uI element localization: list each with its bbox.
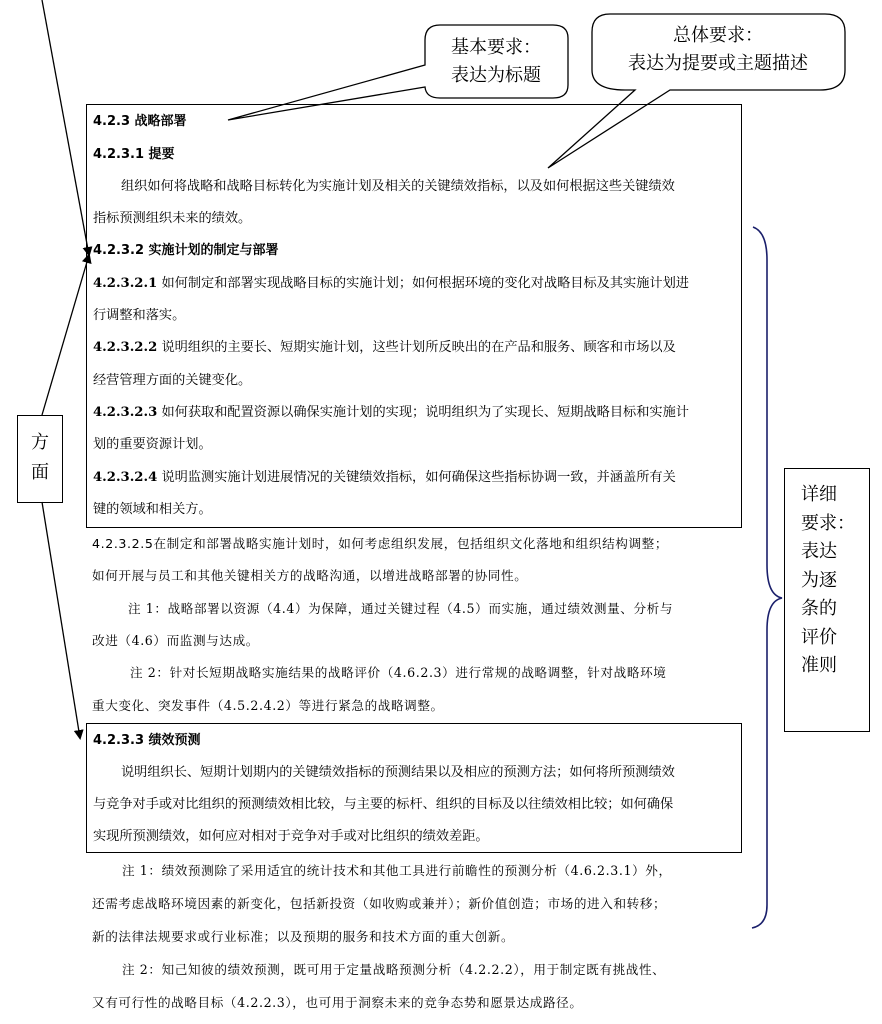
detail-line: 条的 bbox=[801, 598, 837, 619]
item-4-2-3-2-1 bbox=[93, 276, 689, 292]
detail-label-text bbox=[801, 481, 855, 681]
note1-line: 注 1：战略部署以资源（4.4）为保障，通过关键过程（4.5）而实施，通过绩效测量、分析与 bbox=[128, 601, 674, 616]
basic-callout-line2: 表达为标题 bbox=[451, 65, 541, 86]
detail-line: 要求： bbox=[801, 512, 855, 534]
detail-line: 为逐 bbox=[801, 569, 837, 591]
heading-4-2-3-1: 4.2.3.1 提要 bbox=[93, 147, 175, 162]
overall-callout-line2: 表达为提要或主题描述 bbox=[628, 53, 808, 74]
note2-line: 重大变化、突发事件（4.5.2.4.2）等进行紧急的战略调整。 bbox=[92, 698, 444, 713]
item-number: 4.2.3.2.2 bbox=[93, 340, 158, 355]
overall-callout-line1: 总体要求： bbox=[673, 25, 763, 46]
forecast-line: 说明组织长、短期计划期内的关键绩效指标的预测结果以及相应的预测方法；如何将所预测绩效 bbox=[121, 765, 675, 780]
detail-line: 准则 bbox=[801, 655, 837, 676]
aspect-line1: 方 bbox=[31, 432, 49, 453]
item-number: 4.2.3.2.3 bbox=[93, 405, 158, 420]
item-text: 说明监测实施计划进展情况的关键绩效指标，如何确保这些指标协调一致，并涵盖所有关 bbox=[161, 470, 676, 485]
item-line: 键的领域和相关方。 bbox=[93, 502, 212, 517]
item-text: 如何获取和配置资源以确保实施计划的实现；说明组织为了实现长、短期战略目标和实施计 bbox=[161, 405, 689, 420]
item-text: 说明组织的主要长、短期实施计划，这些计划所反映出的在产品和服务、顾客和市场以及 bbox=[161, 340, 676, 355]
forecast-line: 与竞争对手或对比组织的预测绩效相比较，与主要的标杆、组织的目标及以往绩效相比较；如何确保 bbox=[93, 797, 674, 812]
basic-callout-line1: 基本要求： bbox=[451, 37, 541, 58]
bottom-note2-line: 注 2：知己知彼的绩效预测，既可用于定量战略预测分析（4.2.2.2），用于制定既有挑战性、 bbox=[122, 962, 666, 977]
note2-line: 注 2：针对长短期战略实施结果的战略评价（4.6.2.3）进行常规的战略调整，针对战略环境 bbox=[130, 665, 667, 680]
brace-shape bbox=[752, 227, 782, 928]
heading-4-2-3-2: 4.2.3.2 实施计划的制定与部署 bbox=[93, 243, 279, 258]
summary-line: 指标预测组织未来的绩效。 bbox=[93, 211, 252, 226]
aspect-label-box bbox=[17, 415, 63, 503]
item-4-2-3-2-5 bbox=[92, 536, 668, 552]
item-number: 4.2.3.2.4 bbox=[93, 470, 158, 485]
note1-line: 改进（4.6）而监测与达成。 bbox=[92, 633, 259, 648]
overall-callout bbox=[598, 22, 838, 78]
item-line: 如何开展与员工和其他关键相关方的战略沟通，以增进战略部署的协同性。 bbox=[92, 568, 528, 583]
aspect-line2: 面 bbox=[31, 462, 49, 483]
item-line: 划的重要资源计划。 bbox=[93, 437, 212, 452]
item-text: 如何制定和部署实现战略目标的实施计划；如何根据环境的变化对战略目标及其实施计划进 bbox=[161, 276, 689, 291]
bottom-note2-line: 又有可行性的战略目标（4.2.2.3），也可用于洞察未来的竞争态势和愿景达成路径。 bbox=[92, 995, 583, 1010]
bottom-note1-line: 注 1：绩效预测除了采用适宜的统计技术和其他工具进行前瞻性的预测分析（4.6.2.3.1）外， bbox=[122, 863, 672, 878]
item-number: 4.2.3.2.5 bbox=[92, 536, 154, 551]
item-line: 行调整和落实。 bbox=[93, 308, 186, 323]
item-4-2-3-2-2 bbox=[93, 340, 676, 356]
detail-label-box bbox=[784, 468, 870, 732]
item-4-2-3-2-3 bbox=[93, 405, 689, 421]
heading-4-2-3-3: 4.2.3.3 绩效预测 bbox=[93, 733, 201, 748]
detail-line: 详细 bbox=[801, 484, 837, 505]
heading-4-2-3: 4.2.3 战略部署 bbox=[93, 114, 187, 129]
item-4-2-3-2-4 bbox=[93, 470, 676, 486]
item-line: 经营管理方面的关键变化。 bbox=[93, 373, 252, 388]
detail-line: 表达 bbox=[801, 541, 837, 562]
bottom-note1-line: 还需考虑战略环境因素的新变化，包括新投资（如收购或兼并）；新价值创造；市场的进入和转移； bbox=[92, 896, 667, 911]
item-text: 在制定和部署战略实施计划时，如何考虑组织发展，包括组织文化落地和组织结构调整； bbox=[153, 536, 669, 551]
detail-line: 评价 bbox=[801, 626, 837, 648]
summary-line: 组织如何将战略和战略目标转化为实施计划及相关的关键绩效指标，以及如何根据这些关键绩效 bbox=[121, 179, 675, 194]
basic-callout bbox=[430, 34, 562, 90]
forecast-line: 实现所预测绩效，如何应对相对于竞争对手或对比组织的绩效差距。 bbox=[93, 829, 489, 844]
item-number: 4.2.3.2.1 bbox=[93, 276, 158, 291]
bottom-note1-line: 新的法律法规要求或行业标准；以及预期的服务和技术方面的重大创新。 bbox=[92, 929, 515, 944]
